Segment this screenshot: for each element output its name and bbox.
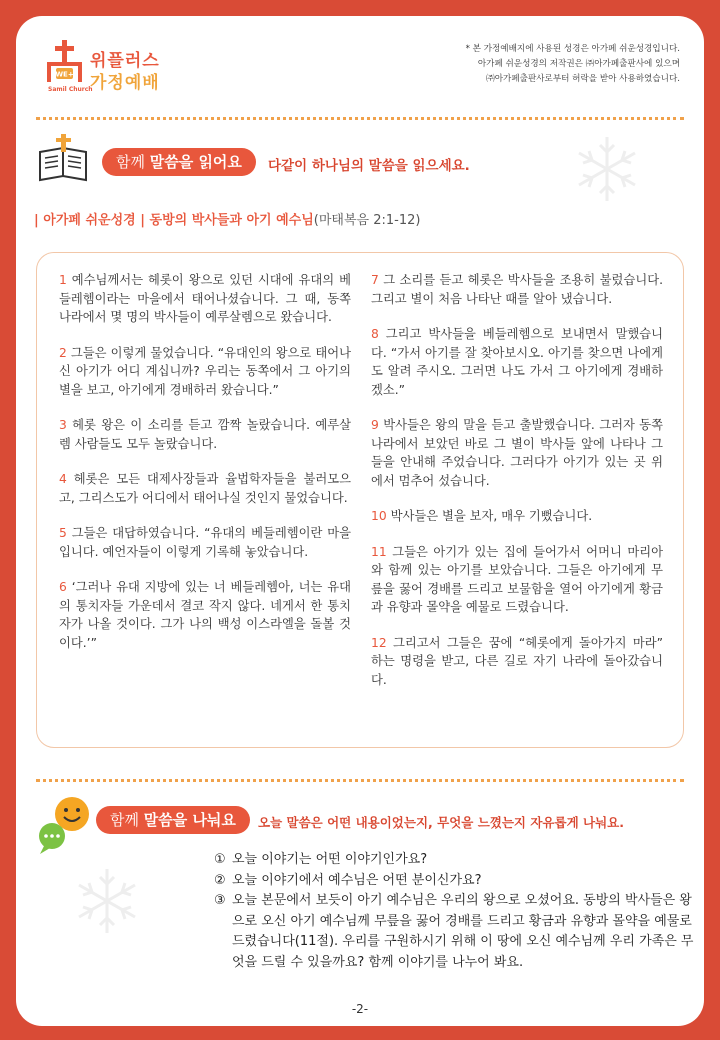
question-item bbox=[214, 871, 694, 892]
verse bbox=[371, 271, 663, 308]
church-logo-icon bbox=[46, 38, 90, 88]
verse-text: 예수님께서는 헤롯이 왕으로 있던 시대에 유대의 베들레헴이라는 마을에서 태어나셨습니다. 그 때, 동쪽 나라에서 몇 명의 박사들이 예루살렘으로 왔습니다. bbox=[59, 273, 351, 324]
verse-column-left bbox=[59, 271, 351, 669]
verse-number: 3 bbox=[59, 418, 67, 432]
verse bbox=[371, 634, 663, 690]
question-text: 오늘 본문에서 보듯이 아기 예수님은 우리의 왕으로 오셨어요. 동방의 박사들은 왕으로 오신 아기 예수님께 무릎을 꿇어 경배를 드리고 황금과 유향과 몰약을 예물로 드렸습니다(11절). 우리를 구원하시기 위해 이 땅에 오신 예수님께 우리 가족은 무엇을 드릴 수 있을까요? 함께 이야기를 나누어 봐요. bbox=[232, 893, 694, 970]
verse bbox=[371, 507, 663, 526]
snowflake-icon bbox=[572, 134, 642, 204]
verse bbox=[371, 543, 663, 617]
chat-icon bbox=[36, 794, 96, 856]
logo-line2: 가정예배 bbox=[90, 73, 160, 93]
logo bbox=[46, 38, 196, 108]
discussion-questions bbox=[214, 850, 694, 973]
section-share-tagline: 오늘 말씀은 어떤 내용이었는지, 무엇을 느꼈는지 자유롭게 나눠요. bbox=[258, 815, 624, 830]
verse bbox=[59, 344, 351, 400]
copyright-notice bbox=[420, 42, 680, 87]
notice-line: ㈜아가페출판사로부터 허락을 받아 사용하였습니다. bbox=[486, 74, 680, 84]
question-item bbox=[214, 850, 694, 871]
logo-line1: 위플러스 bbox=[90, 51, 160, 71]
verse bbox=[59, 470, 351, 507]
page-sheet bbox=[16, 16, 704, 1026]
pill-prefix: 함께 bbox=[110, 811, 144, 829]
section-read-tagline: 다같이 하나님의 말씀을 읽으세요. bbox=[268, 158, 470, 174]
verse bbox=[59, 578, 351, 652]
verse-number: 5 bbox=[59, 526, 67, 540]
verse-text: 헤롯 왕은 이 소리를 듣고 깜짝 놀랐습니다. 예루살렘 사람들도 모두 놀랐습니다. bbox=[59, 418, 351, 451]
verse-text: 그들은 대답하였습니다. “유대의 베들레헴이란 마을입니다. 예언자들이 이렇게 기록해 놓았습니다. bbox=[59, 526, 351, 559]
page-number: -2- bbox=[351, 1002, 369, 1016]
verse-column-right bbox=[371, 271, 663, 706]
dotted-divider bbox=[36, 779, 684, 782]
verse-text: 그리고서 그들은 꿈에 “헤롯에게 돌아가지 마라” 하는 명령을 받고, 다른 길로 자기 나라에 돌아갔습니다. bbox=[371, 635, 663, 687]
verse-text: 박사들은 왕의 말을 듣고 출발했습니다. 그러자 동쪽 나라에서 보았던 바로 그 별이 박사들 앞에 나타나 그들을 안내해 주었습니다. 그러다가 아기가 있는 곳 위에서 멈추어 섰습니다. bbox=[371, 418, 663, 488]
verse-text: 그들은 아기가 있는 집에 들어가서 어머니 마리아와 함께 있는 아기를 보았습니다. 그들은 아기에게 무릎을 꿇어 경배를 드리고 보물함을 열어 아기에게 황금과 유향과 몰약을 예물로 드렸습니다. bbox=[371, 544, 663, 614]
verse-text: 그리고 박사들을 베들레헴으로 보내면서 말했습니다. “가서 아기를 잘 찾아보시오. 아기를 찾으면 나에게도 알려 주시오. 그러면 나도 가서 그 아기에게 경배하겠소.” bbox=[371, 327, 663, 397]
question-marker: ② bbox=[214, 872, 226, 888]
reference-passage: (마태복음 2:1-12) bbox=[313, 213, 421, 228]
reference-title: | 아가페 쉬운성경 | 동방의 박사들과 아기 예수님 bbox=[34, 213, 314, 228]
verse-number: 2 bbox=[59, 345, 67, 360]
verse bbox=[371, 416, 663, 490]
verse-number: 6 bbox=[59, 580, 67, 594]
verse-number: 8 bbox=[371, 327, 379, 341]
section-read-pill bbox=[102, 148, 256, 176]
pill-bold: 말씀을 읽어요 bbox=[149, 153, 242, 171]
question-marker: ③ bbox=[214, 893, 226, 908]
verse-number: 7 bbox=[371, 273, 379, 287]
question-text: 오늘 이야기는 어떤 이야기인가요? bbox=[232, 852, 428, 867]
bible-icon bbox=[36, 134, 90, 184]
question-marker: ① bbox=[214, 852, 226, 867]
verse-text: 헤롯은 모든 대제사장들과 율법학자들을 불러모으고, 그리스도가 어디에서 태어나실 것인지 물었습니다. bbox=[59, 472, 351, 505]
verse-number: 1 bbox=[59, 273, 67, 287]
dotted-divider bbox=[36, 117, 684, 120]
scripture-box bbox=[36, 252, 684, 748]
section-share-pill bbox=[96, 806, 250, 834]
verse bbox=[59, 271, 351, 327]
verse-number: 10 bbox=[371, 509, 387, 523]
question-text: 오늘 이야기에서 예수님은 어떤 분이신가요? bbox=[232, 872, 482, 888]
notice-line: * 본 가정예배지에 사용된 성경은 아가페 쉬운성경입니다. bbox=[465, 44, 680, 54]
question-item bbox=[214, 891, 694, 973]
notice-line: 아가페 쉬운성경의 저작권은 ㈜아가페출판사에 있으며 bbox=[477, 59, 680, 69]
verse-text: 박사들은 별을 보자, 매우 기뻤습니다. bbox=[390, 509, 593, 523]
verse-text: 그 소리를 듣고 헤롯은 박사들을 조용히 불렀습니다. 그리고 별이 처음 나타난 때를 알아 냈습니다. bbox=[371, 273, 663, 306]
pill-prefix: 함께 bbox=[116, 153, 150, 171]
verse bbox=[371, 325, 663, 399]
verse-number: 4 bbox=[59, 472, 67, 486]
verse-number: 12 bbox=[371, 635, 387, 650]
verse-number: 9 bbox=[371, 418, 379, 432]
verse-number: 11 bbox=[371, 544, 387, 559]
scripture-reference bbox=[34, 209, 420, 228]
verse bbox=[59, 524, 351, 561]
verse bbox=[59, 416, 351, 453]
logo-church: Samil Church bbox=[48, 86, 93, 93]
logo-badge: WE+ bbox=[55, 70, 74, 79]
verse-text: ‘그러나 유대 지방에 있는 너 베들레헴아, 너는 유대의 통치자들 가운데서 결코 작지 않다. 네게서 한 통치자가 나올 것이다. 그가 나의 백성 이스라엘을 돌볼 것이다.’” bbox=[59, 580, 351, 650]
snowflake-icon bbox=[72, 866, 142, 936]
verse-text: 그들은 이렇게 물었습니다. “유대인의 왕으로 태어나신 아기가 어디 계십니까? 우리는 동쪽에서 그 아기의 별을 보고, 아기에게 경배하러 왔습니다.” bbox=[59, 345, 351, 397]
pill-bold: 말씀을 나눠요 bbox=[143, 811, 236, 829]
